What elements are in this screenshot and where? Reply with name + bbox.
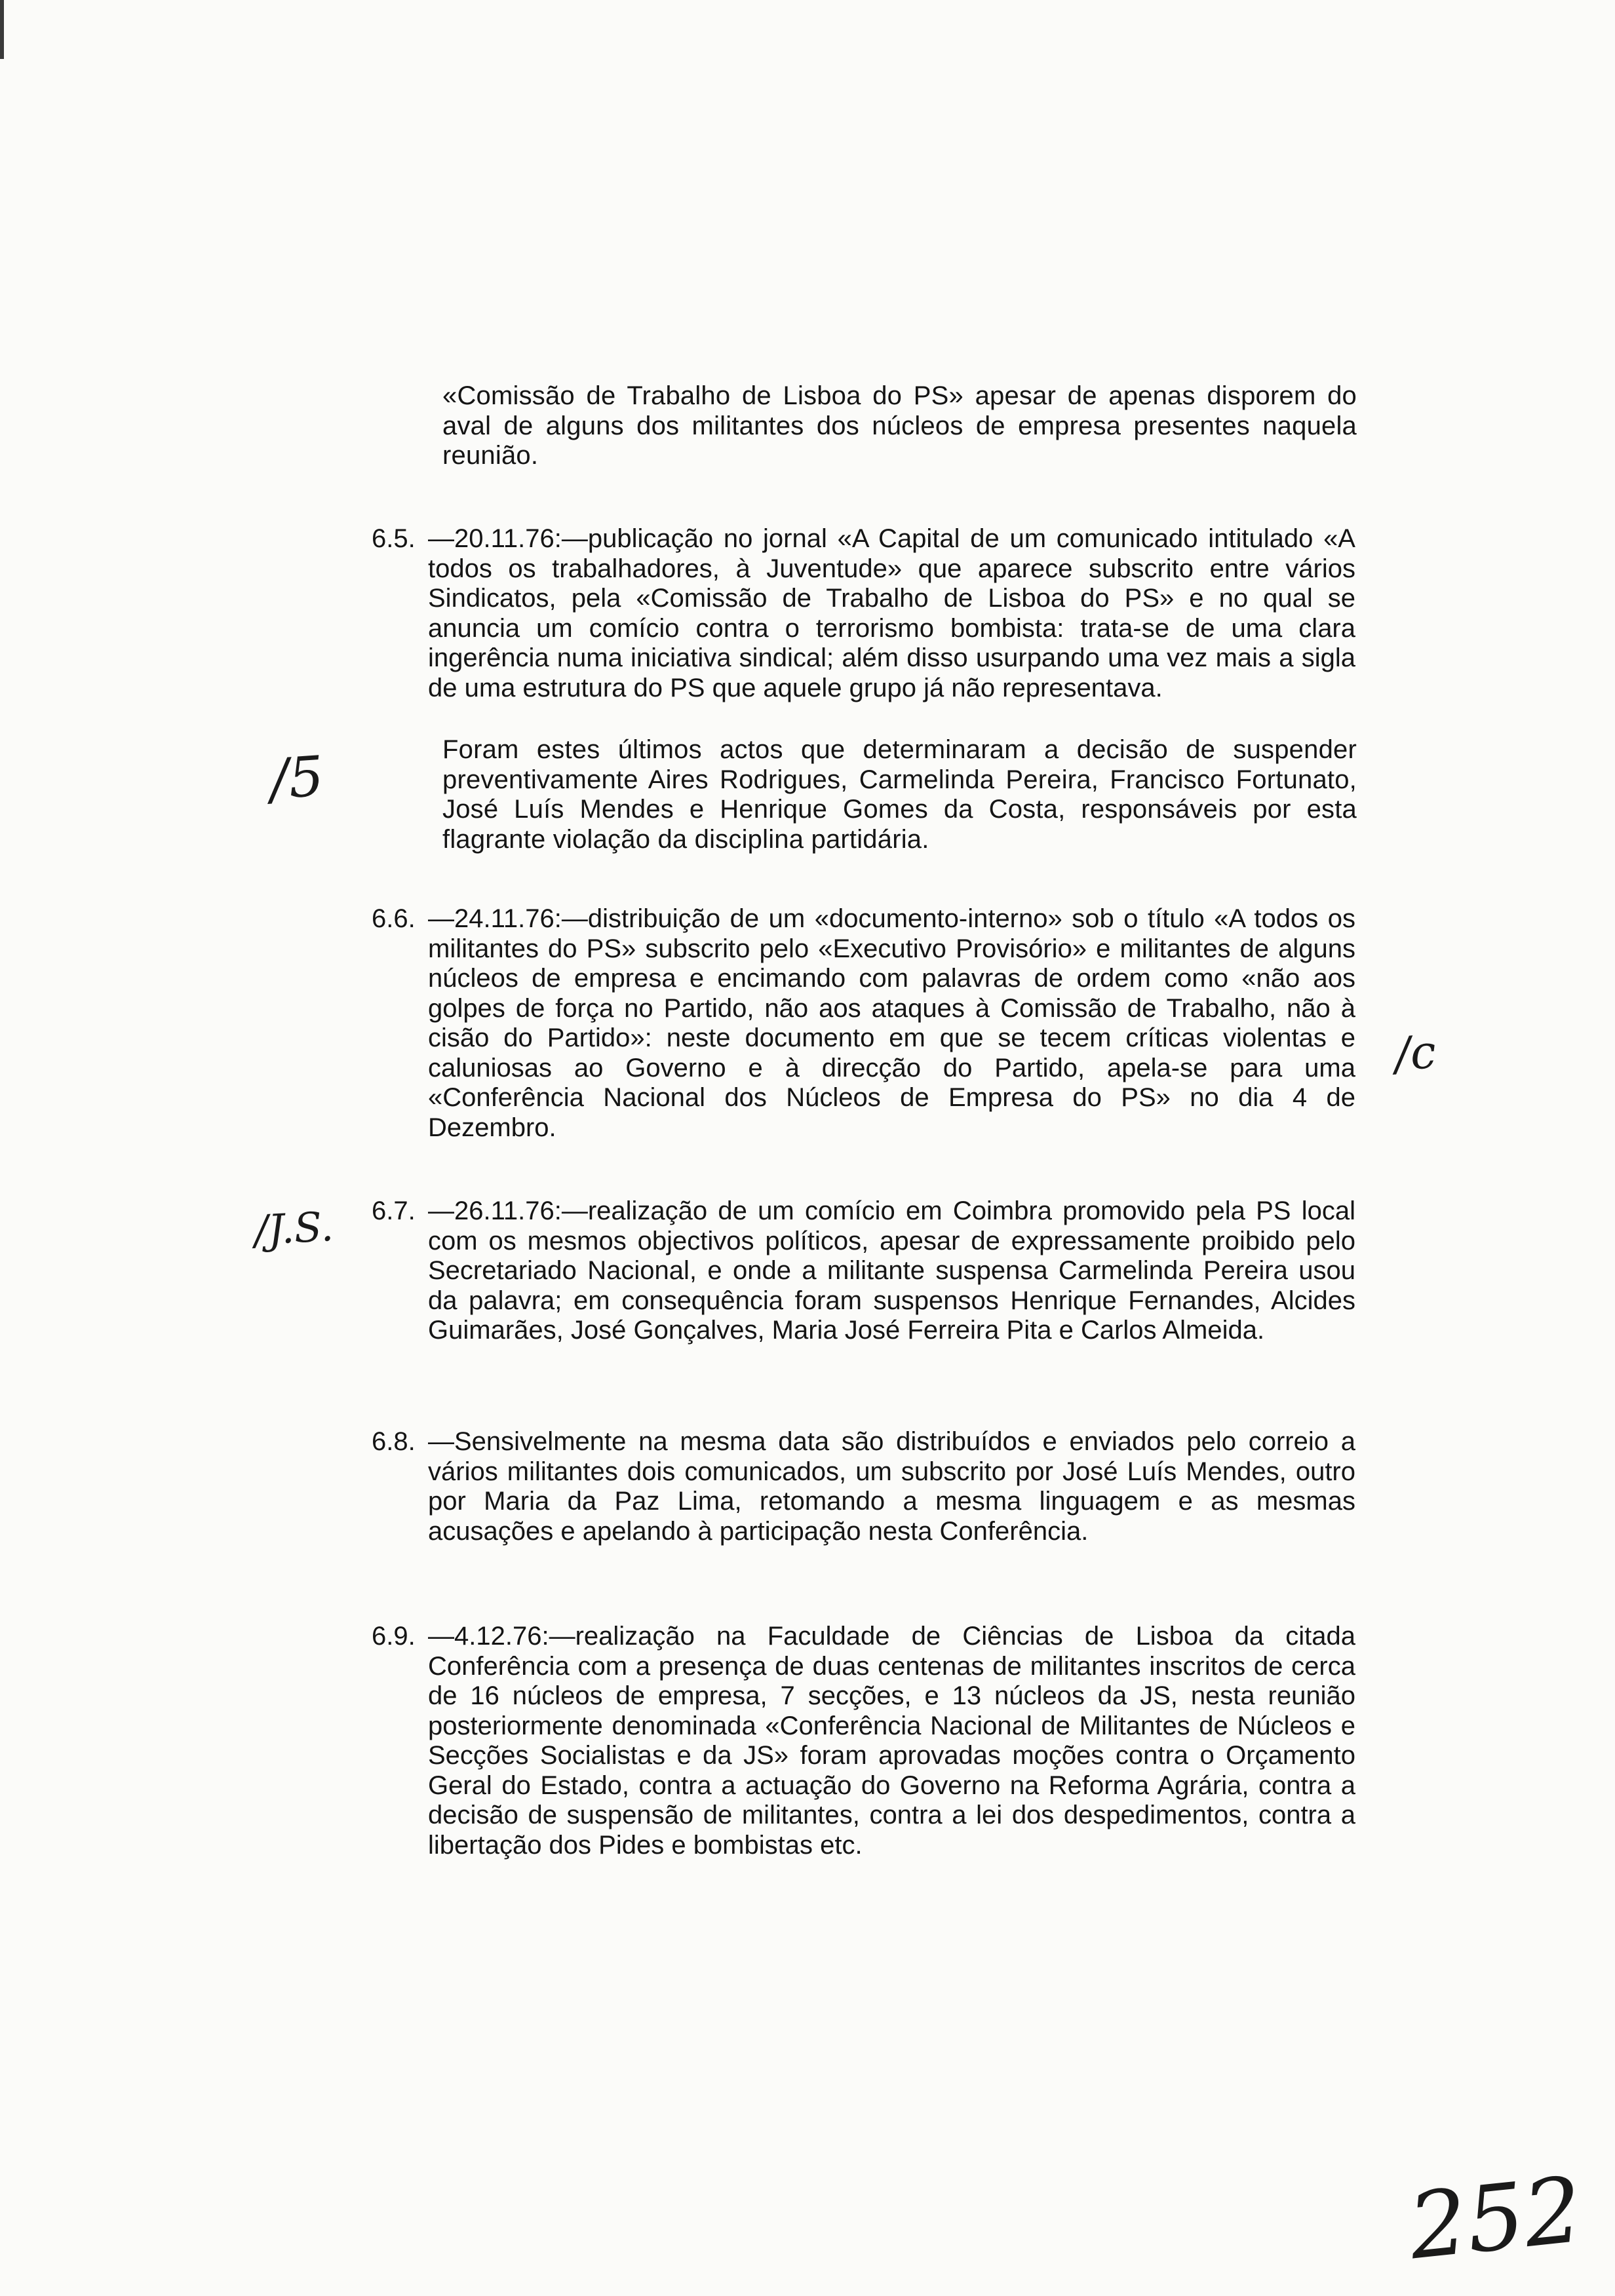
- intro-text: «Comissão de Trabalho de Lisboa do PS» apesar de apenas disporem do aval de alguns dos militantes dos núcleos de empresa presentes naquela reunião.: [442, 381, 1357, 470]
- entry-text: —Sensivelmente na mesma data são distribuídos e enviados pelo correio a vários militantes dois comunicados, um subscrito por José Luís Mendes, outro por Maria da Paz Lima, retomando a mesma linguagem e as mesmas acusações e apelando à participação nesta Conferência.: [428, 1427, 1355, 1546]
- page-number: 252: [1404, 2156, 1587, 2280]
- entry-text: —24.11.76:—distribuição de um «documento-interno» sob o título «A todos os militantes do PS» subscrito pelo «Executivo Provisório» e militantes de alguns núcleos de empresa e encimando com palavras de ordem como «não aos golpes de força no Partido, não aos ataques à Comissão de Trabalho, não à cisão do Partido»: neste documento em que se tecem críticas violentas e caluniosas ao Governo e à direcção do Partido, apela-se para uma «Conferência Nacional dos Núcleos de Empresa do PS» no dia 4 de Dezembro.: [428, 904, 1355, 1142]
- margin-annotation: /c: [1393, 1024, 1438, 1082]
- entry-number: 6.7.: [372, 1196, 416, 1225]
- entry-number: 6.9.: [372, 1622, 416, 1651]
- margin-annotation: /J.S.: [253, 1202, 335, 1255]
- entry-text: —20.11.76:—publicação no jornal «A Capital de um comunicado intitulado «A todos os trabalhadores, à Juventude» que aparece subscrito entre vários Sindicatos, pela «Comissão de Trabalho de Lisboa do PS» e no qual se anuncia um comício contra o terrorismo bombista: trata-se de uma clara ingerência numa iniciativa sindical; além disso usurpando uma vez mais a sigla de uma estrutura do PS que aquele grupo já não representava.: [428, 524, 1355, 702]
- entry-number: 6.8.: [372, 1427, 416, 1456]
- continuation-text: Foram estes últimos actos que determinaram a decisão de suspender preventivamente Aires Rodrigues, Carmelinda Pereira, Francisco Fortunato, José Luís Mendes e Henrique Gomes da Costa, responsáveis por esta flagrante violação da disciplina partidária.: [442, 735, 1357, 854]
- entry-text: —4.12.76:—realização na Faculdade de Ciências de Lisboa da citada Conferência com a presença de duas centenas de militantes inscritos de cerca de 16 núcleos de empresa, 7 secções, e 13 núcleos da JS, nesta reunião posteriormente denominada «Conferência Nacional de Militantes de Núcleos e Secções Socialistas e da JS» foram aprovadas moções contra o Orçamento Geral do Estado, contra a actuação do Governo na Reforma Agrária, contra a decisão de suspensão de militantes, contra a lei dos despedimentos, contra a libertação dos Pides e bombistas etc.: [428, 1622, 1355, 1860]
- entry-number: 6.5.: [372, 524, 416, 553]
- entry-number: 6.6.: [372, 904, 416, 933]
- entry-6-5-continuation: [442, 735, 1357, 854]
- margin-annotation: /5: [267, 744, 326, 812]
- scan-edge-mark: [0, 0, 4, 59]
- entry-text: —26.11.76:—realização de um comício em Coimbra promovido pela PS local com os mesmos objectivos políticos, apesar de expressamente proibido pelo Secretariado Nacional, e onde a militante suspensa Carmelinda Pereira usou da palavra; em consequência foram suspensos Henrique Fernandes, Alcides Guimarães, José Gonçalves, Maria José Ferreira Pita e Carlos Almeida.: [428, 1196, 1355, 1345]
- intro-paragraph: [442, 381, 1357, 471]
